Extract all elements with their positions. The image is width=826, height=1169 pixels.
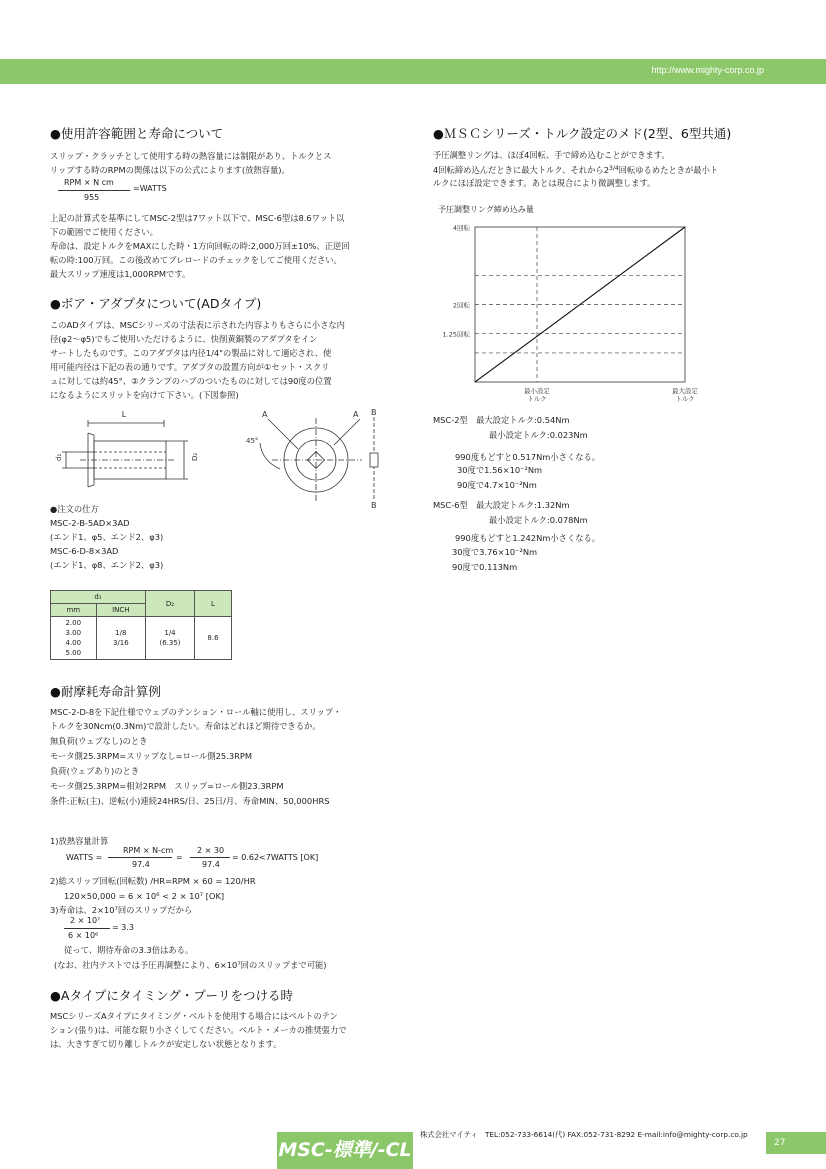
- msc6-note: 90度で0.113Nm: [452, 562, 518, 572]
- order-example: (エンド1、φ5、エンド2、φ3): [50, 532, 164, 542]
- calc-step: 120×50,000 = 6 × 10⁶ < 2 × 10⁷ [OK]: [64, 891, 225, 901]
- section-title-torque-setting: ●ＭＳＣシリーズ・トルク設定のメド(2型、6型共通): [433, 126, 732, 141]
- calc-denominator: 97.4: [132, 860, 150, 869]
- text: になるようにスリットを向けて下さい。(下図参照): [50, 390, 239, 400]
- col-inch: INCH: [96, 604, 145, 617]
- x-tick-label: 最大設定: [672, 387, 698, 395]
- text: リップする時のRPMの関係は以下の公式によります(放熱容量)。: [50, 165, 290, 175]
- y-tick-label: 2回転: [452, 301, 470, 310]
- col-mm: mm: [51, 604, 97, 617]
- dim-d1-label: d₁: [55, 453, 63, 461]
- col-D2: D₂: [146, 591, 195, 617]
- x-tick-label: トルク: [527, 395, 547, 403]
- order-example: (エンド1、φ8、エンド2、φ3): [50, 560, 164, 570]
- text: ルクにほぼ設定できます。あとは現合により微調整します。: [433, 178, 656, 188]
- fraction-bar: [108, 857, 172, 858]
- text: 無負荷(ウェブなし)のとき: [50, 736, 148, 746]
- text: トルクを30Ncm(0.3Nm)で設計したい。寿命はどれほど期待できるか。: [50, 721, 321, 731]
- adapter-spec-table: [50, 590, 232, 660]
- torque-chart: [410, 215, 710, 410]
- text: モータ側25.3RPM=スリップなし=ロール側25.3RPM: [50, 751, 253, 761]
- cell-inch: 1/8 3/16: [96, 617, 145, 660]
- text: 最大スリップ速度は1,000RPMです。: [50, 269, 191, 279]
- text: 用可能内径は下記の表の通りです。アダプタの設置方向が①セット・スクリ: [50, 362, 330, 372]
- page-number: 27: [766, 1132, 826, 1154]
- calc-denominator: 6 × 10⁶: [68, 931, 99, 940]
- text: サートしたものです。このアダプタは内径1/4"の製品に対して適応され、使: [50, 348, 332, 358]
- calc-denominator: 97.4: [202, 860, 220, 869]
- msc6-note: 30度で3.76×10⁻²Nm: [452, 547, 538, 557]
- company-contact: 株式会社マイティ TEL:052-733-6614(代) FAX:052-731-8292 E-mail:info@mighty-corp.co.jp: [420, 1130, 748, 1139]
- section-title-bore-adapter: ●ボア・アダプタについて(ADタイプ): [50, 296, 262, 311]
- text: 下の範囲でご使用ください。: [50, 227, 158, 237]
- angle-label: 45°: [246, 437, 259, 445]
- section-title-timing-pulley: ●Aタイプにタイミング・プーリをつける時: [50, 988, 293, 1003]
- x-tick-label: トルク: [675, 395, 695, 403]
- order-example: MSC-2-B-5AD×3AD: [50, 518, 130, 528]
- footer: [0, 1127, 826, 1169]
- msc2-note: 990度もどすと0.517Nm小さくなる。: [455, 452, 601, 462]
- fraction-bar: [64, 928, 110, 929]
- text: スリップ・クラッチとして使用する時の熱容量には制限があり、トルクとス: [50, 151, 332, 161]
- order-example: MSC-6-D-8×3AD: [50, 546, 119, 556]
- text: 従って、期待寿命の3.3倍はある。: [64, 945, 194, 955]
- fraction-bar: [190, 857, 230, 858]
- text: ション(張り)は、可能な限り小さくしてください。ベルト・メーカの推奨張力で: [50, 1025, 347, 1035]
- col-L: L: [195, 591, 232, 617]
- calc-step: 1)放熱容量計算: [50, 836, 109, 846]
- adapter-drawing: [40, 405, 390, 510]
- cell-D2: 1/4 (6.35): [146, 617, 195, 660]
- fraction-bar: [58, 190, 130, 191]
- calc-result: = 0.62<7WATTS [OK]: [232, 853, 319, 862]
- formula-result: =WATTS: [133, 184, 167, 193]
- top-banner: [0, 59, 826, 84]
- text: 4回転締め込んだときに最大トルク、それから$2^{3/4}$回転ゆるめたときが最小ト: [433, 165, 719, 175]
- calc-equals: =: [176, 853, 183, 862]
- text: MSC-2-D-8を下記仕様でウェブのテンション・ロール軸に使用し、スリップ・: [50, 707, 342, 717]
- calc-numerator: 2 × 10⁷: [70, 916, 101, 925]
- section-title-usage: ●使用許容範囲と寿命について: [50, 126, 224, 141]
- section-A-label: A: [353, 410, 359, 419]
- y-tick-label: 1.25回転: [442, 330, 470, 339]
- text: 上記の計算式を基準にしてMSC-2型は7ワット以下で、MSC-6型は8.6ワット以: [50, 213, 345, 223]
- text: 予圧調整リングは、ほぼ4回転、手で締め込むことができます。: [433, 150, 670, 160]
- msc2-note: 30度で1.56×10⁻²Nm: [457, 465, 543, 475]
- section-title-wear-life: ●耐摩耗寿命計算例: [50, 684, 161, 699]
- msc2-max: MSC-2型 最大設定トルク:0.54Nm: [433, 415, 570, 425]
- text: 条件:正転(主)、逆転(小)連続24HRS/日、25日/月、寿命MIN、50,000HRS: [50, 796, 330, 806]
- y-tick-label: 4回転: [452, 224, 470, 232]
- calc-numerator: 2 × 30: [197, 846, 225, 855]
- text: MSCシリーズAタイプにタイミング・ベルトを使用する場合にはベルトのテン: [50, 1011, 338, 1021]
- col-d1: d₁: [51, 591, 146, 604]
- text: 径(φ2〜φ5)でもご使用いただけるように、快削黄銅製のアダプタをイン: [50, 334, 318, 344]
- msc6-max: MSC-6型 最大設定トルク:1.32Nm: [433, 500, 570, 510]
- x-tick-label: 最小設定: [524, 387, 550, 395]
- msc6-min: 最小設定トルク:0.078Nm: [489, 515, 588, 525]
- fraction-superscript: 3/4: [609, 165, 619, 172]
- formula-numerator: RPM × N cm: [64, 178, 114, 187]
- text: ュに対しては約45°、②クランプのハブのついたものに対しては90度の位置: [50, 376, 332, 386]
- calc-step: 2)総スリップ回転(回転数) /HR=RPM × 60 = 120/HR: [50, 876, 256, 886]
- msc2-min: 最小設定トルク:0.023Nm: [489, 430, 588, 440]
- calc-result: = 3.3: [112, 923, 134, 932]
- cell-mm: 2.00 3.00 4.00 5.00: [51, 617, 97, 660]
- calc-step: 3)寿命は、2×10⁷回のスリップだから: [50, 905, 193, 915]
- calc-numerator: RPM × N-cm: [123, 846, 174, 855]
- section-B-label: B: [371, 408, 377, 417]
- msc6-note: 990度もどすと1.242Nm小さくなる。: [455, 533, 601, 543]
- dim-D2-label: D₂: [191, 452, 199, 461]
- text: は、大きすぎて切り離しトルクが安定しない状態となります。: [50, 1039, 282, 1049]
- section-A-label: A: [262, 410, 268, 419]
- text: モータ側25.3RPM=相対2RPM スリップ=ロール側23.3RPM: [50, 781, 284, 791]
- series-logo: MSC-標準/-CL: [277, 1132, 413, 1169]
- chart-title: 予圧調整リング締め込み量: [438, 205, 534, 214]
- section-B-label: B: [371, 501, 377, 510]
- website-url[interactable]: http://www.mighty-corp.co.jp: [651, 65, 764, 75]
- dim-L-label: L: [121, 410, 127, 419]
- msc2-note: 90度で4.7×10⁻²Nm: [457, 480, 537, 490]
- text: 負荷(ウェブあり)のとき: [50, 766, 140, 776]
- text: 転の時:100万回。この後改めてブレロードのチェックをしてご使用ください。: [50, 255, 342, 265]
- text: (なお、社内テストでは予圧再調整により、6×10⁷回のスリップまで可能): [54, 960, 327, 970]
- formula-denominator: 955: [84, 193, 100, 202]
- cell-L: 8.6: [195, 617, 232, 660]
- text: このADタイプは、MSCシリーズの寸法表に示された内容よりもさらに小さな内: [50, 320, 345, 330]
- calc-lhs: WATTS =: [66, 853, 103, 862]
- order-title: ●注文の仕方: [50, 504, 99, 514]
- text: 寿命は、設定トルクをMAXにした時・1方向回転の時:2,000万回±10%、正逆回: [50, 241, 350, 251]
